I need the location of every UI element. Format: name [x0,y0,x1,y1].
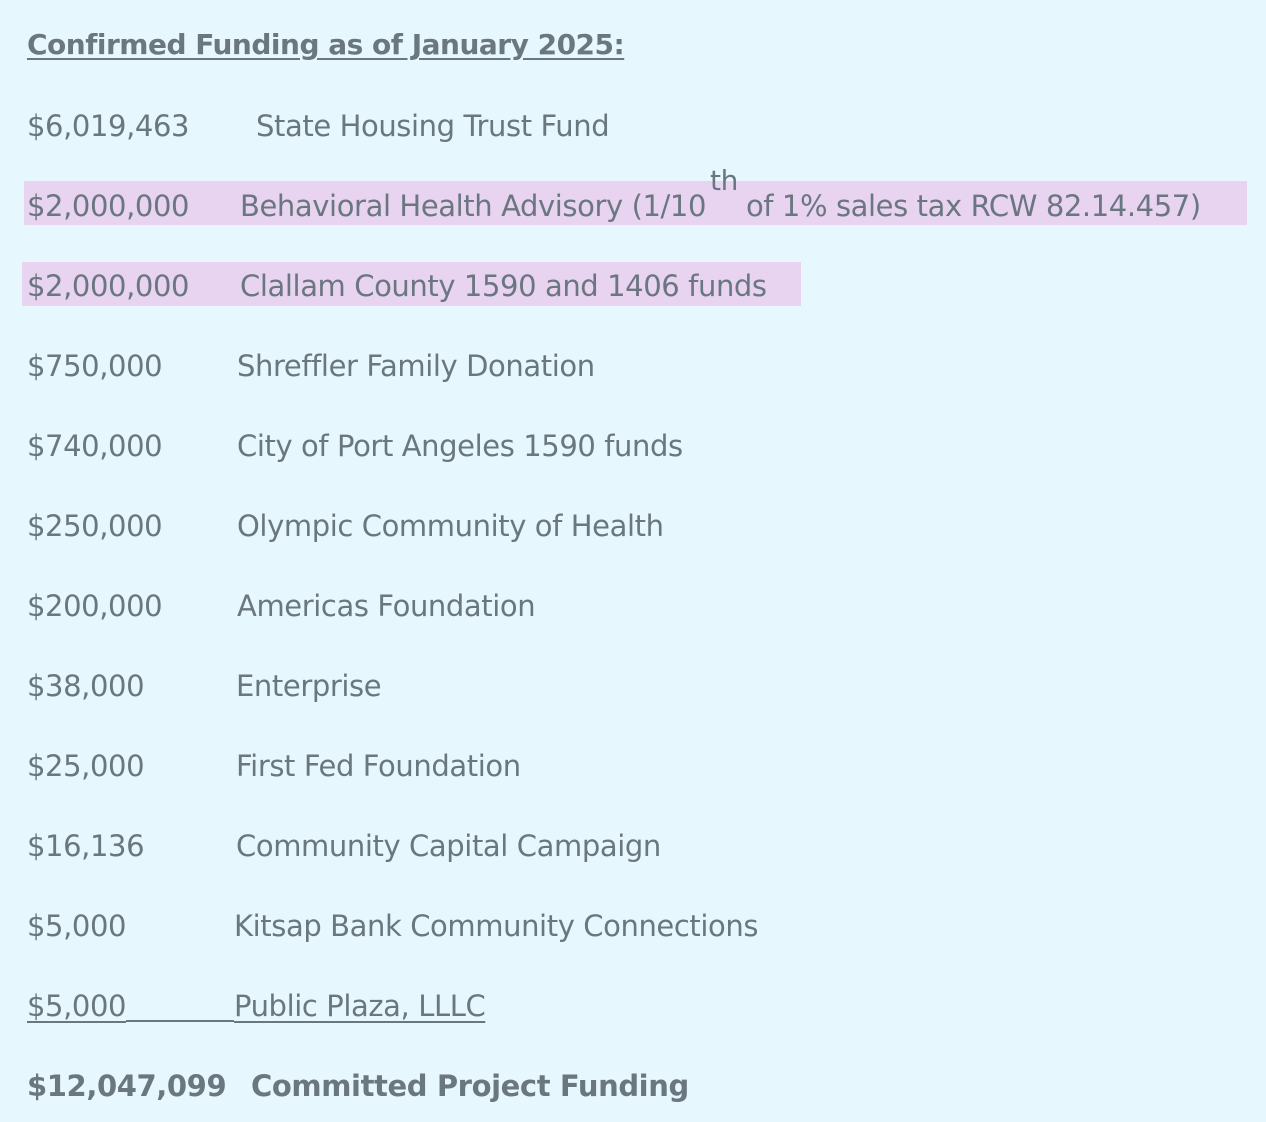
funding-source-text: of 1% sales tax RCW 82.14.457) [745,189,1201,223]
funding-source: Enterprise [236,669,382,703]
funding-amount: $250,000 [27,509,163,543]
funding-source: Kitsap Bank Community Connections [234,909,759,943]
funding-source [240,164,1201,229]
funding-source: Public Plaza, LLLC [234,989,486,1023]
funding-amount: $25,000 [27,749,145,783]
funding-amount: $5,000 [27,909,127,943]
ordinal-superscript: th [710,164,738,197]
funding-source: First Fed Foundation [236,749,521,783]
page-title: Confirmed Funding as of January 2025: [27,28,625,61]
funding-source: Americas Foundation [237,589,536,623]
funding-source-text: Behavioral Health Advisory (1/10 [240,189,707,223]
funding-amount: $16,136 [27,829,145,863]
funding-amount: $740,000 [27,429,163,463]
funding-amount: $750,000 [27,349,163,383]
funding-amount: $38,000 [27,669,145,703]
funding-source: State Housing Trust Fund [256,109,610,143]
total-label: Committed Project Funding [251,1069,689,1103]
funding-source: City of Port Angeles 1590 funds [237,429,683,463]
funding-amount: $200,000 [27,589,163,623]
funding-amount: $2,000,000 [27,269,190,303]
funding-amount: $5,000 [27,989,127,1023]
funding-source: Community Capital Campaign [236,829,661,863]
funding-amount: $2,000,000 [27,189,190,223]
total-amount: $12,047,099 [27,1069,227,1103]
funding-source: Shreffler Family Donation [237,349,595,383]
funding-source: Clallam County 1590 and 1406 funds [240,269,767,303]
funding-amount: $6,019,463 [27,109,190,143]
funding-source: Olympic Community of Health [237,509,664,543]
underline-rule [126,1020,234,1022]
